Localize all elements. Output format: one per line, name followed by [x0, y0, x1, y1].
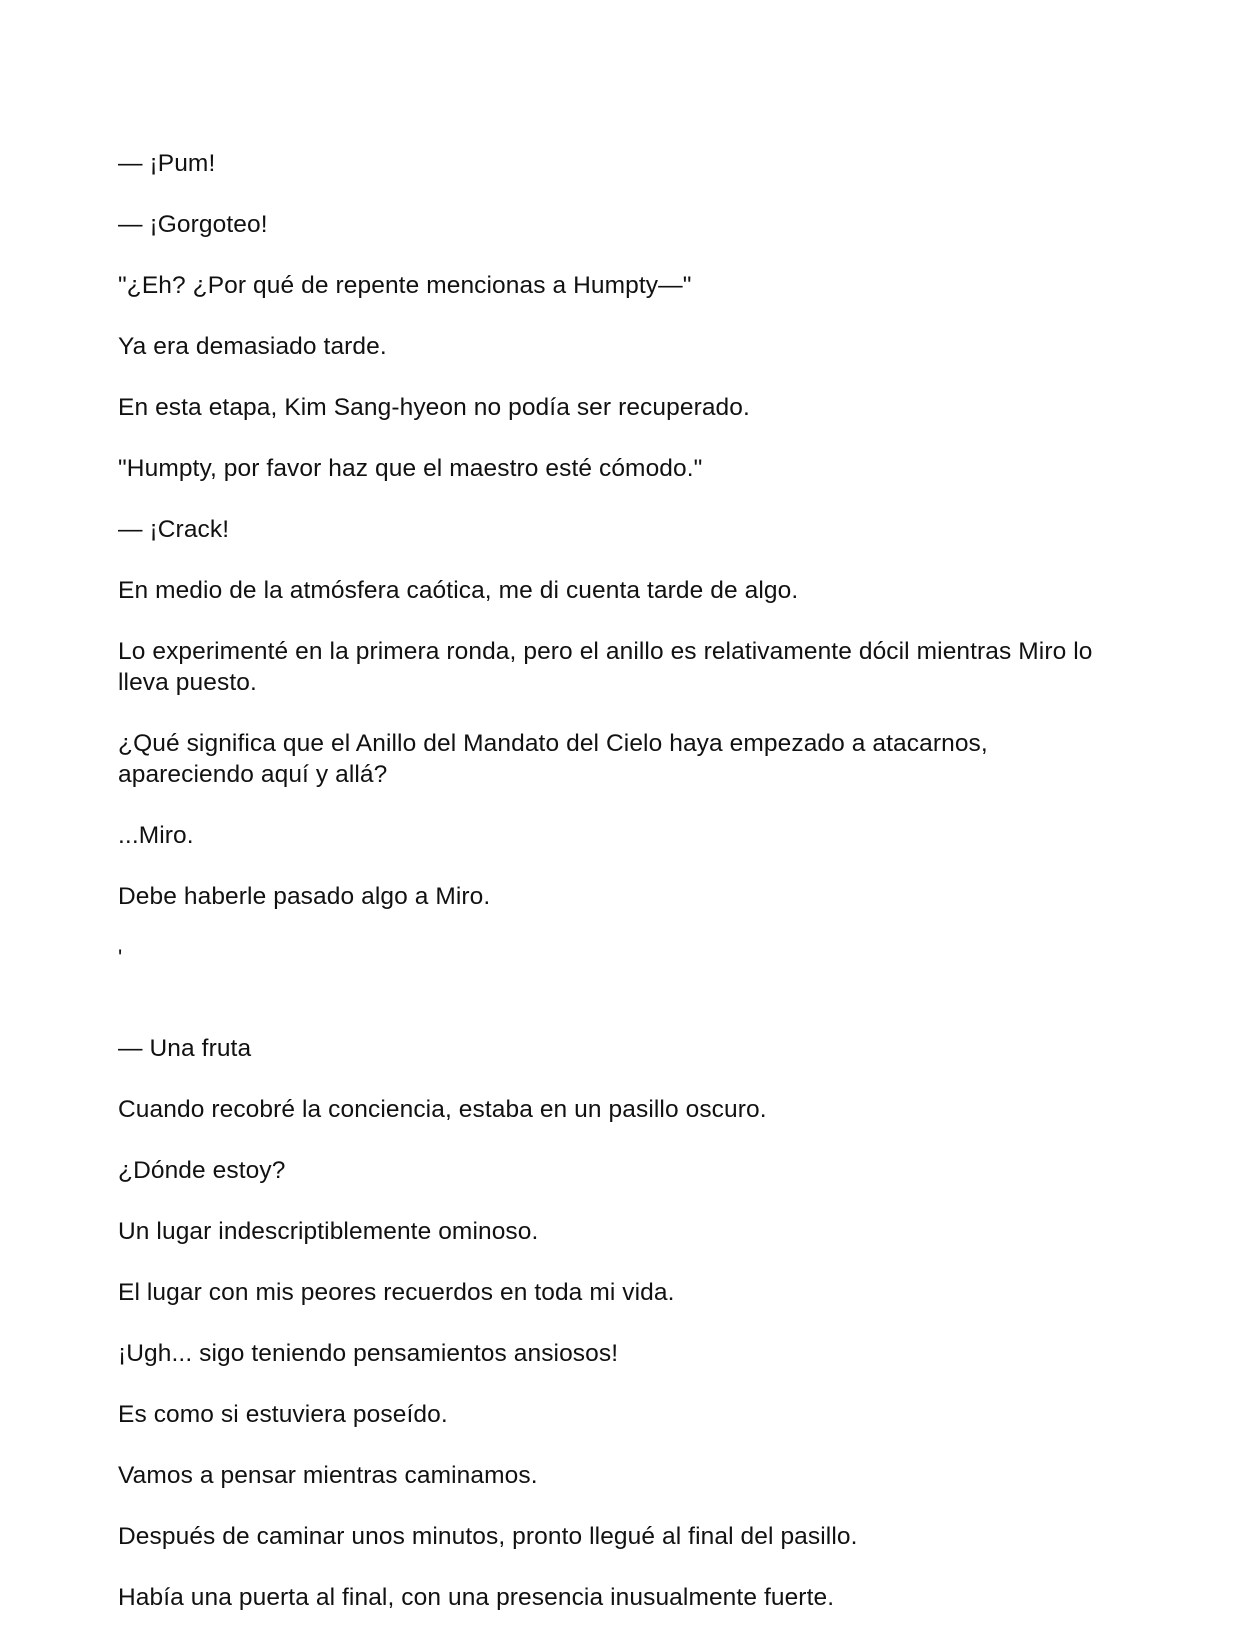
document-body	[118, 148, 1108, 1643]
paragraph: "Humpty, por favor haz que el maestro esté cómodo."	[118, 455, 703, 482]
paragraph: ...Miro.	[118, 822, 194, 849]
paragraph: Lo experimenté en la primera ronda, pero el anillo es relativamente dócil mientras Miro lo lleva puesto.	[118, 638, 1100, 696]
paragraph: Había una puerta al final, con una presencia inusualmente fuerte.	[118, 1584, 835, 1611]
paragraph: — ¡Gorgoteo!	[118, 211, 268, 238]
paragraph: "¿Eh? ¿Por qué de repente mencionas a Humpty—"	[118, 272, 692, 299]
paragraph: — ¡Pum!	[118, 150, 216, 177]
section-break-mark: '	[118, 945, 123, 970]
paragraph: En esta etapa, Kim Sang-hyeon no podía ser recuperado.	[118, 394, 750, 421]
paragraph: Cuando recobré la conciencia, estaba en un pasillo oscuro.	[118, 1096, 767, 1123]
paragraph: ¿Qué significa que el Anillo del Mandato del Cielo haya empezado a atacarnos, apareciendo aquí y allá?	[118, 730, 995, 788]
paragraph: Ya era demasiado tarde.	[118, 333, 387, 360]
paragraph: En medio de la atmósfera caótica, me di cuenta tarde de algo.	[118, 577, 799, 604]
paragraph: Después de caminar unos minutos, pronto llegué al final del pasillo.	[118, 1523, 858, 1550]
paragraph: El lugar con mis peores recuerdos en toda mi vida.	[118, 1279, 675, 1306]
paragraph: Vamos a pensar mientras caminamos.	[118, 1462, 538, 1489]
paragraph: Es como si estuviera poseído.	[118, 1401, 448, 1428]
paragraph: ¿Dónde estoy?	[118, 1157, 286, 1184]
section-heading: — Una fruta	[118, 1035, 252, 1062]
paragraph: Un lugar indescriptiblemente ominoso.	[118, 1218, 539, 1245]
paragraph: — ¡Crack!	[118, 516, 230, 543]
paragraph: ¡Ugh... sigo teniendo pensamientos ansiosos!	[118, 1340, 619, 1367]
paragraph: Debe haberle pasado algo a Miro.	[118, 883, 491, 910]
